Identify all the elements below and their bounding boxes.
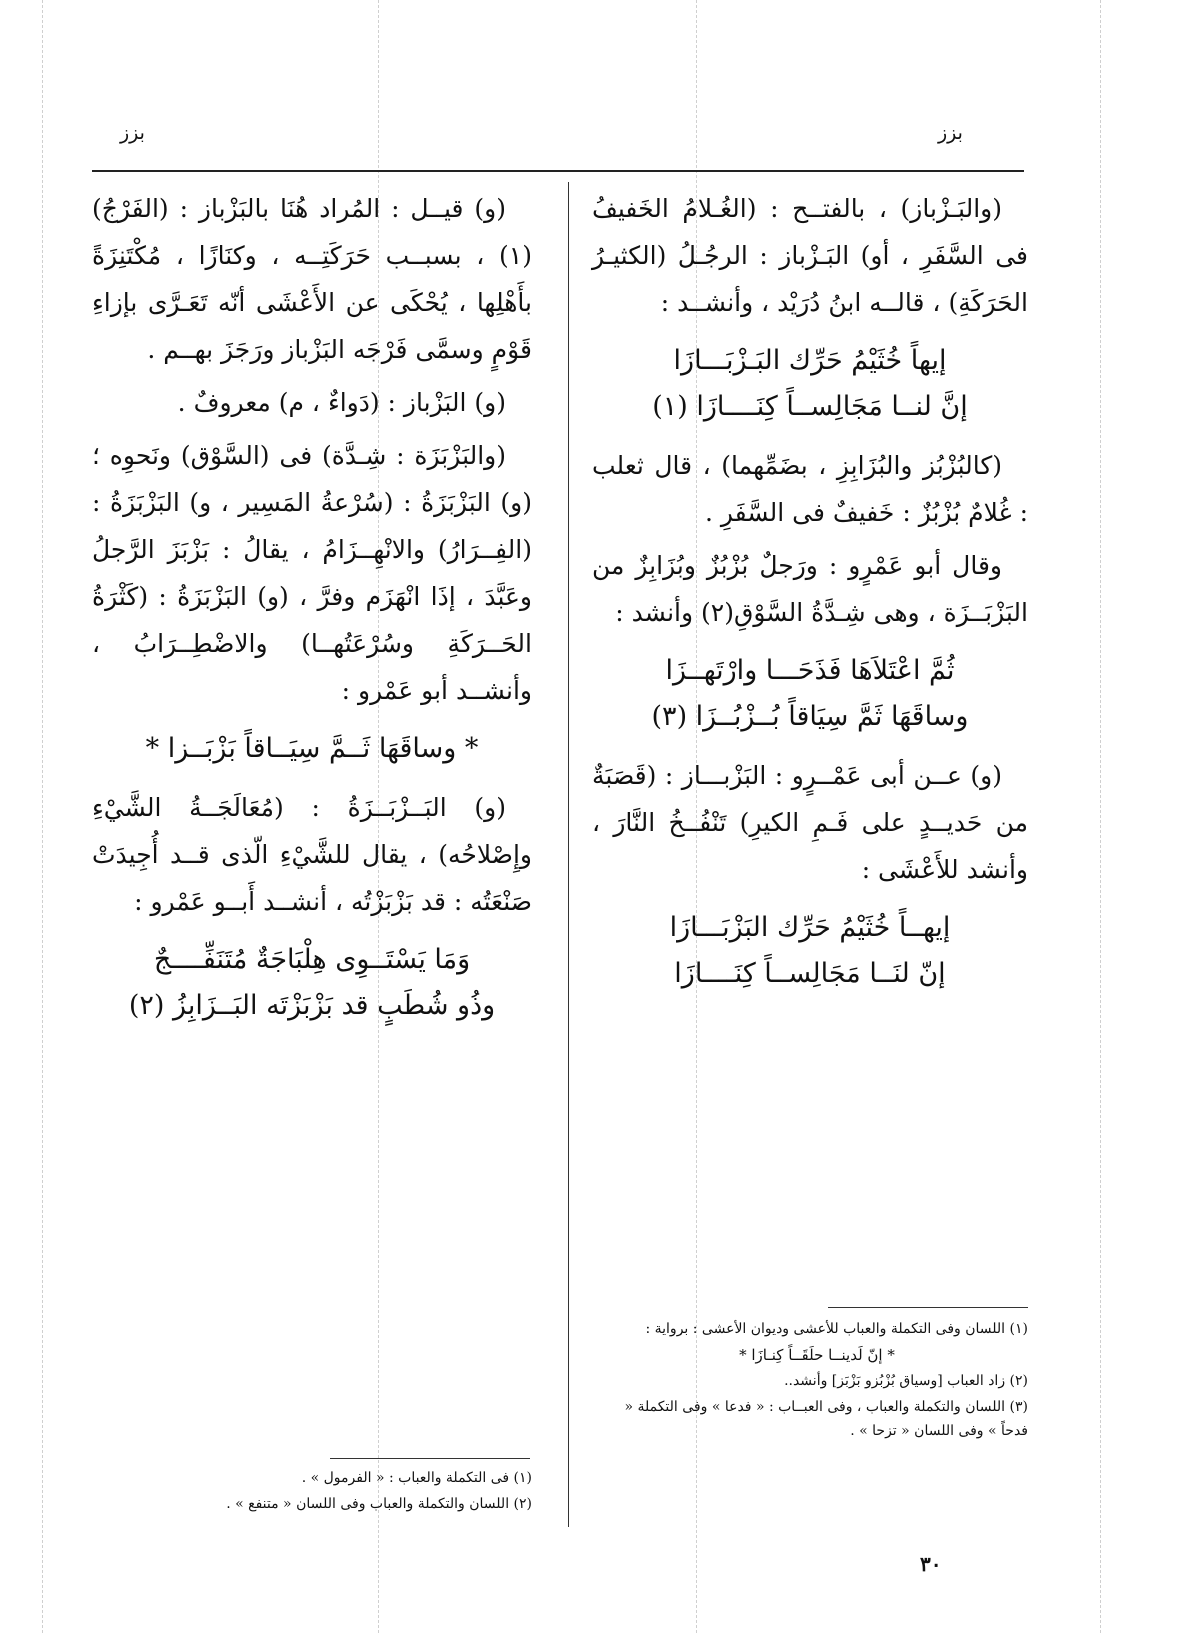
verse-line: * وساقَهَا ثَــمَّ سِيَــاقاً بَزْبَــزا * (145, 733, 479, 764)
footnote: (٣) اللسان والتكملة والعباب ، وفى العبــاب : « فدعا » وفى التكملة « فدحاً » وفى اللسان « تزحا » . (624, 1399, 1028, 1439)
footnote-verse: * إنّ لَدينــا حلَقَــاً كِنـازَا * (739, 1346, 895, 1364)
scan-guide-line (42, 0, 43, 1633)
running-header-right: بزز (938, 122, 963, 144)
footnote: (١) اللسان وفى التكملة والعباب للأعشى وديوان الأعشى : برواية : (645, 1321, 1028, 1337)
column-divider (568, 182, 569, 1527)
verse (592, 905, 1028, 997)
verse-line: إنّ لنَــا مَجَالِســاً كِنَــــازَا (674, 958, 946, 989)
footnote-rule (828, 1307, 1028, 1308)
paragraph: (و) البَــزْبَــزَةُ : (مُعَالَجَــةُ الشَّيْءِ وإِصْلاحُه) ، يقال للشَّيْءِ الّذى قــد أُجِيدَتْ صَنْعَتُه : قد بَزْبَزْتُه ، أنشــد أَبــو عَمْرو : (92, 793, 532, 916)
footnote: (٢) اللسان والتكملة والعباب وفى اللسان « متنفع » . (226, 1496, 532, 1512)
paragraph: (و) عــن أبى عَمْــرٍو : البَزْبـــاز : (قَصَبَةٌ من حَديــدٍ على فَـمِ الكيرِ) تَنْفُــخُ النَّارَ ، وأنشد للأَعْشَى : (592, 761, 1028, 884)
verse-line: إيهاً خُثَيْمُ حَرِّك البَـزْبَـــازَا (673, 345, 947, 376)
verse (592, 338, 1028, 430)
paragraph: (و) البَزْباز : (دَواءٌ ، م) معروفٌ . (177, 388, 506, 417)
scan-guide-line (1100, 0, 1101, 1633)
verse-line: وساقَهَا ثَمَّ سِيَاقاً بُــزْبُــزَا (٣) (651, 701, 969, 732)
verse (92, 937, 532, 1029)
footnote: (٢) زاد العباب [وسياق بُزْبُزو بَزْبَز] وأنشد.. (784, 1373, 1028, 1389)
verse-line: وَمَا يَسْتَــوِى هِلْبَاجَةٌ مُتَنَفِّــــجٌ (153, 944, 471, 975)
verse-line: وذُو شُطَبٍ قد بَزْبَزْتَه البَــزَابِزُ (٢) (128, 990, 496, 1021)
paragraph: (و) قيــل : المُراد هُنَا بالبَزْباز : (الفَرْجُ) (١) ، بسبــب حَرَكَتِــه ، وكنَازًا ، مُكْتَنِزَةً بأَهْلِها ، يُحْكَى عن الأَعْشَى أنّه تَعَـرَّى بإزاءِ قَوْمٍ وسمَّى فَرْجَه البَزْباز ورَجَزَ بهــم . (92, 194, 532, 364)
footnotes-left (92, 1466, 532, 1518)
footnotes-right (606, 1317, 1028, 1445)
verse (592, 648, 1028, 740)
footnote: (١) فى التكملة والعباب : « الفرمول » . (301, 1470, 532, 1486)
paragraph: (كالبُزْبُز والبُزَابِزِ ، بضَمِّهما) ، قال ثعلب : غُلامٌ بُزْبُزٌ : خَفيفٌ فى السَّفَرِ . (592, 451, 1028, 527)
verse-line: إيهــاً خُثَيْمُ حَرِّك البَزْبَـــازَا (669, 912, 951, 943)
verse-line: إنَّ لنــا مَجَالِســاً كِنَــــازَا (١) (652, 391, 968, 422)
paragraph: وقال أبو عَمْرٍو : ورَجلٌ بُزْبُزٌ وبُزَابِزٌ من البَزْبَــزَة ، وهى شِـدَّةُ السَّوْقِ(٢) وأنشد : (592, 551, 1028, 627)
verse-line: ثُمَّ اعْتَلاَهَا فَذَحَـــا وارْتَهــزَا (665, 655, 955, 686)
verse (92, 726, 532, 772)
paragraph: (والبَزْبَزَة : شِـدَّة) فى (السَّوْق) ونَحوِه ؛ (و) البَزْبَزَةُ : (سُرْعةُ المَسِير ، و) البَزْبَزَةُ : (الفِــرَارُ) والانْهِــزَامُ ، يقالُ : بَزْبَزَ الرَّجلُ وعَبَّدَ ، إذَا انْهَزَم وفرَّ ، (و) البَزْبَزَةُ : (كَثْرَةُ الحَــرَكَةِ وسُرْعَتُهــا) والاضْطِــرَابُ ، وأنشــد أبو عَمْرو : (92, 441, 532, 705)
right-column (592, 185, 1028, 1009)
footnote-rule (330, 1458, 530, 1459)
left-column (92, 185, 532, 1041)
header-rule (92, 170, 1024, 172)
page-number: ٣٠ (920, 1552, 942, 1576)
paragraph: (والبَـزْباز) ، بالفتــح : (الغُـلامُ الخَفيفُ فى السَّفَرِ ، أو) البَـزْباز : الرجُـلُ (الكثيـرُ الحَرَكَةِ) ، قالــه ابنُ دُرَيْد ، وأنشــد : (592, 194, 1028, 317)
running-header-left: بزز (120, 122, 145, 144)
